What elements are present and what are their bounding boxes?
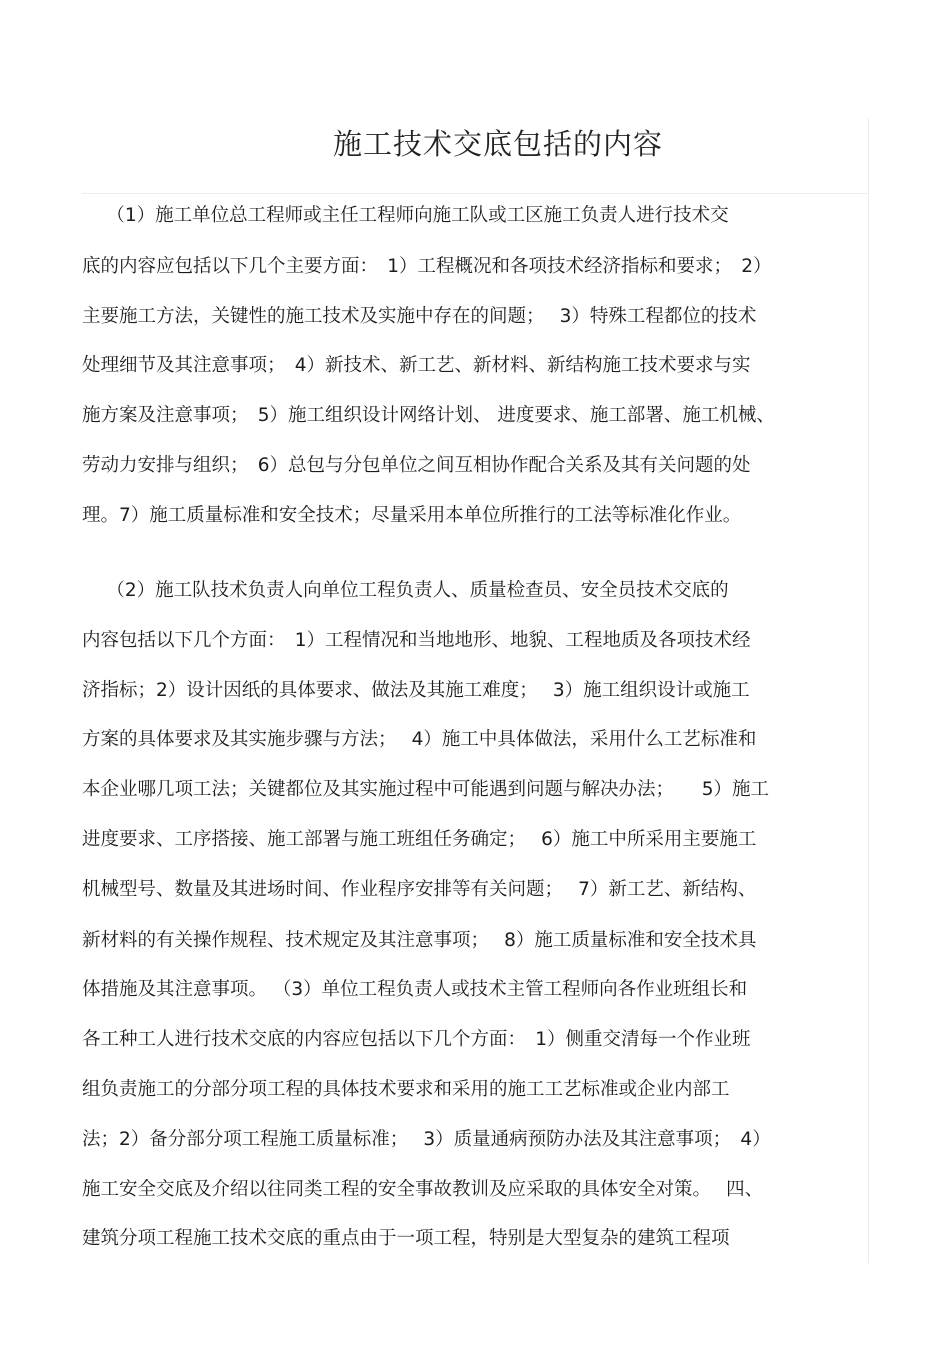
body-line: 施工安全交底及介绍以往同类工程的安全事故教训及应采取的具体安全对策。 四、 (82, 1179, 764, 1200)
page-frame-right-border (868, 118, 869, 1263)
body-line: 机械型号、数量及其进场时间、作业程序安排等有关问题； 7）新工艺、新结构、 (82, 879, 757, 900)
body-line: 理。7）施工质量标准和安全技术；尽量采用本单位所推行的工法等标准化作业。 (82, 505, 742, 526)
body-line: 底的内容应包括以下几个主要方面： 1）工程概况和各项技术经济指标和要求； 2） (82, 256, 772, 277)
body-line: 主要施工方法，关键性的施工技术及实施中存在的间题； 3）特殊工程都位的技术 (82, 306, 757, 327)
body-line: 进度要求、工序搭接、施工部署与施工班组任务确定； 6）施工中所采用主要施工 (82, 829, 757, 850)
body-line: 新材料的有关操作规程、技术规定及其注意事项； 8）施工质量标准和安全技术具 (82, 930, 757, 951)
document-title: 施工技术交底包括的内容 (332, 127, 663, 161)
body-line: 各工种工人进行技术交底的内容应包括以下几个方面： 1）侧重交清每一个作业班 (82, 1029, 751, 1050)
body-line: 建筑分项工程施工技术交底的重点由于一项工程，特别是大型复杂的建筑工程项 (82, 1228, 730, 1249)
body-line: （1）施工单位总工程师或主任工程师向施工队或工区施工负责人进行技术交 (82, 205, 729, 226)
title-underline-rule (82, 193, 868, 194)
body-line: 方案的具体要求及其实施步骤与方法； 4）施工中具体做法，采用什么工艺标准和 (82, 729, 757, 750)
body-line: 劳动力安排与组织； 6）总包与分包单位之间互相协作配合关系及其有关问题的处 (82, 455, 751, 476)
body-line: 处理细节及其注意事项； 4）新技术、新工艺、新材料、新结构施工技术要求与实 (82, 355, 751, 376)
body-line: 组负责施工的分部分项工程的具体技术要求和采用的施工工艺标准或企业内部工 (82, 1079, 730, 1100)
body-line: （2）施工队技术负责人向单位工程负责人、质量检查员、安全员技术交底的 (82, 580, 729, 601)
body-line: 内容包括以下几个方面： 1）工程情况和当地地形、地貌、工程地质及各项技术经 (82, 630, 751, 651)
body-line: 法；2）备分部分项工程施工质量标准； 3）质量通病预防办法及其注意事项； 4） (82, 1129, 771, 1150)
body-line: 施方案及注意事项； 5）施工组织设计网络计划、 进度要求、施工部署、施工机械、 (82, 405, 775, 426)
body-line: 本企业哪几项工法；关键都位及其实施过程中可能遇到问题与解决办法； 5）施工 (82, 779, 770, 800)
body-line: 体措施及其注意事项。 （3）单位工程负责人或技术主管工程师向各作业班组长和 (82, 979, 748, 1000)
body-line: 济指标；2）设计因纸的具体要求、做法及其施工难度； 3）施工组织设计或施工 (82, 680, 750, 701)
